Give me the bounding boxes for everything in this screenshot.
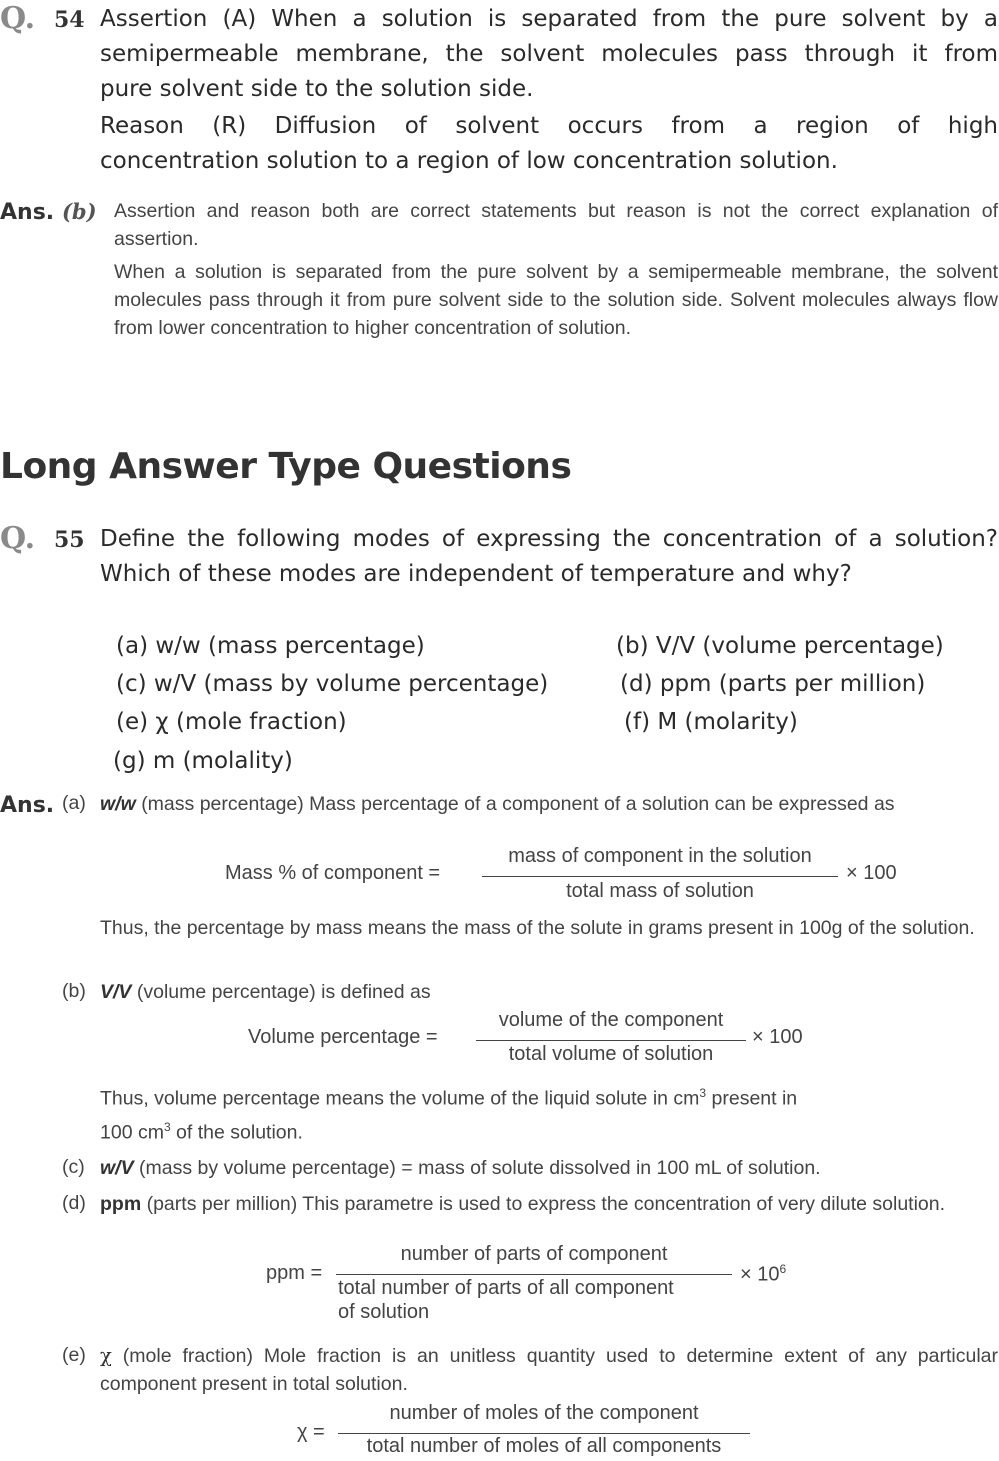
fraction-bar: [336, 1274, 732, 1275]
fraction-bar: [476, 1040, 746, 1041]
option-c: (c) w/V (mass by volume percentage): [116, 671, 549, 697]
part-e-marker: (e): [62, 1344, 86, 1366]
fraction-denominator: of solution: [338, 1301, 430, 1323]
explanation-text: of the solution.: [170, 1121, 303, 1143]
question-number: 54: [54, 7, 85, 33]
part-b-text: [100, 978, 998, 1006]
superscript: 3: [699, 1086, 707, 1100]
part-a-text: [100, 790, 998, 818]
formula-lhs: χ =: [297, 1421, 325, 1443]
part-b-explanation: [100, 1079, 998, 1146]
question-marker: Q.: [0, 1, 36, 36]
term-vv: V/V: [100, 981, 132, 1003]
fraction-bar: [338, 1433, 750, 1434]
option-f: (f) M (molarity): [624, 709, 798, 735]
formula-multiplier: [740, 1262, 786, 1287]
fraction-numerator: number of parts of component: [400, 1243, 668, 1265]
part-e-text: [100, 1342, 998, 1398]
multiplier-text: × 10: [740, 1263, 780, 1286]
option-b: (b) V/V (volume percentage): [616, 633, 944, 659]
explanation-text: present in: [706, 1087, 798, 1110]
term-chi: χ: [100, 1344, 112, 1367]
question-text: Define the following modes of expressing the concentration of a solution? Which of these modes are independent of temperature and why?: [100, 526, 998, 587]
option-a: (a) w/w (mass percentage): [116, 633, 425, 659]
answer-paragraph: Assertion and reason both are correct statements but reason is not the correct explanation of assertion.: [114, 200, 998, 250]
answer-option: (b): [62, 199, 97, 224]
fraction-denominator: total volume of solution: [508, 1043, 714, 1065]
assertion-text: [100, 2, 998, 107]
answer-paragraph: When a solution is separated from the pure solvent by a semipermeable membrane, the solvent molecules pass through it from pure solvent side to the solution side. Solvent molecules always flow from lower concentration to higher concentration of solution.: [114, 261, 998, 339]
fraction-numerator: number of moles of the component: [389, 1402, 699, 1424]
fraction-denominator: total number of parts of all component: [338, 1277, 674, 1299]
fraction-denominator: total number of moles of all components: [366, 1435, 722, 1457]
explanation-text: Thus, volume percentage means the volume of the liquid solute in cm: [100, 1087, 700, 1110]
question-marker: Q.: [0, 521, 36, 556]
term-wv: w/V: [100, 1157, 134, 1179]
reason-line: Reason (R) Diffusion of solvent occurs from a region of high: [100, 113, 998, 139]
fraction-denominator: total mass of solution: [566, 880, 754, 902]
part-c-marker: (c): [62, 1156, 85, 1178]
part-c-description: (mass by volume percentage) = mass of solute dissolved in 100 mL of solution.: [139, 1157, 821, 1179]
assertion-line: Assertion (A) When a solution is separated from the pure solvent by a: [100, 6, 998, 32]
superscript: 6: [779, 1262, 787, 1276]
part-c-text: [100, 1154, 998, 1182]
part-b-marker: (b): [62, 980, 86, 1002]
fraction-bar: [482, 876, 838, 877]
part-b-description: (volume percentage) is defined as: [136, 981, 431, 1003]
option-d: (d) ppm (parts per million): [620, 671, 926, 697]
assertion-line: pure solvent side to the solution side.: [100, 76, 534, 102]
formula-multiplier: × 100: [752, 1026, 803, 1048]
part-d-description: (parts per million) This parametre is used to express the concentration of very dilute solution.: [146, 1193, 946, 1215]
explanation-text: 100 cm: [100, 1121, 164, 1143]
assertion-line: semipermeable membrane, the solvent molecules pass through it from: [100, 41, 998, 67]
answer-label: Ans.: [0, 200, 55, 225]
fraction-numerator: volume of the component: [498, 1009, 724, 1031]
term-ppm: ppm: [100, 1193, 142, 1215]
superscript: 3: [163, 1119, 171, 1134]
section-heading: Long Answer Type Questions: [0, 446, 572, 487]
part-e-description: (mole fraction) Mole fraction is an unitless quantity used to determine extent of any particular component present in total solution.: [100, 1345, 998, 1395]
formula-lhs: ppm =: [266, 1262, 323, 1284]
formula-lhs: Volume percentage =: [248, 1026, 438, 1048]
option-g: (g) m (molality): [113, 748, 293, 774]
answer-label: Ans.: [0, 793, 55, 818]
option-e: (e) χ (mole fraction): [116, 709, 347, 735]
formula-lhs: Mass % of component =: [225, 862, 441, 884]
part-a-marker: (a): [62, 792, 86, 814]
part-a-explanation: Thus, the percentage by mass means the mass of the solute in grams present in 100g of the solution.: [100, 917, 975, 939]
formula-multiplier: × 100: [846, 862, 897, 884]
part-d-marker: (d): [62, 1192, 86, 1214]
reason-line: concentration solution to a region of low concentration solution.: [100, 148, 838, 174]
reason-text: [100, 109, 998, 179]
question-number: 55: [54, 527, 85, 553]
part-a-description: (mass percentage) Mass percentage of a component of a solution can be expressed as: [141, 793, 895, 815]
part-d-text: [100, 1190, 998, 1218]
fraction-numerator: mass of component in the solution: [508, 845, 812, 867]
term-ww: w/w: [100, 793, 136, 815]
